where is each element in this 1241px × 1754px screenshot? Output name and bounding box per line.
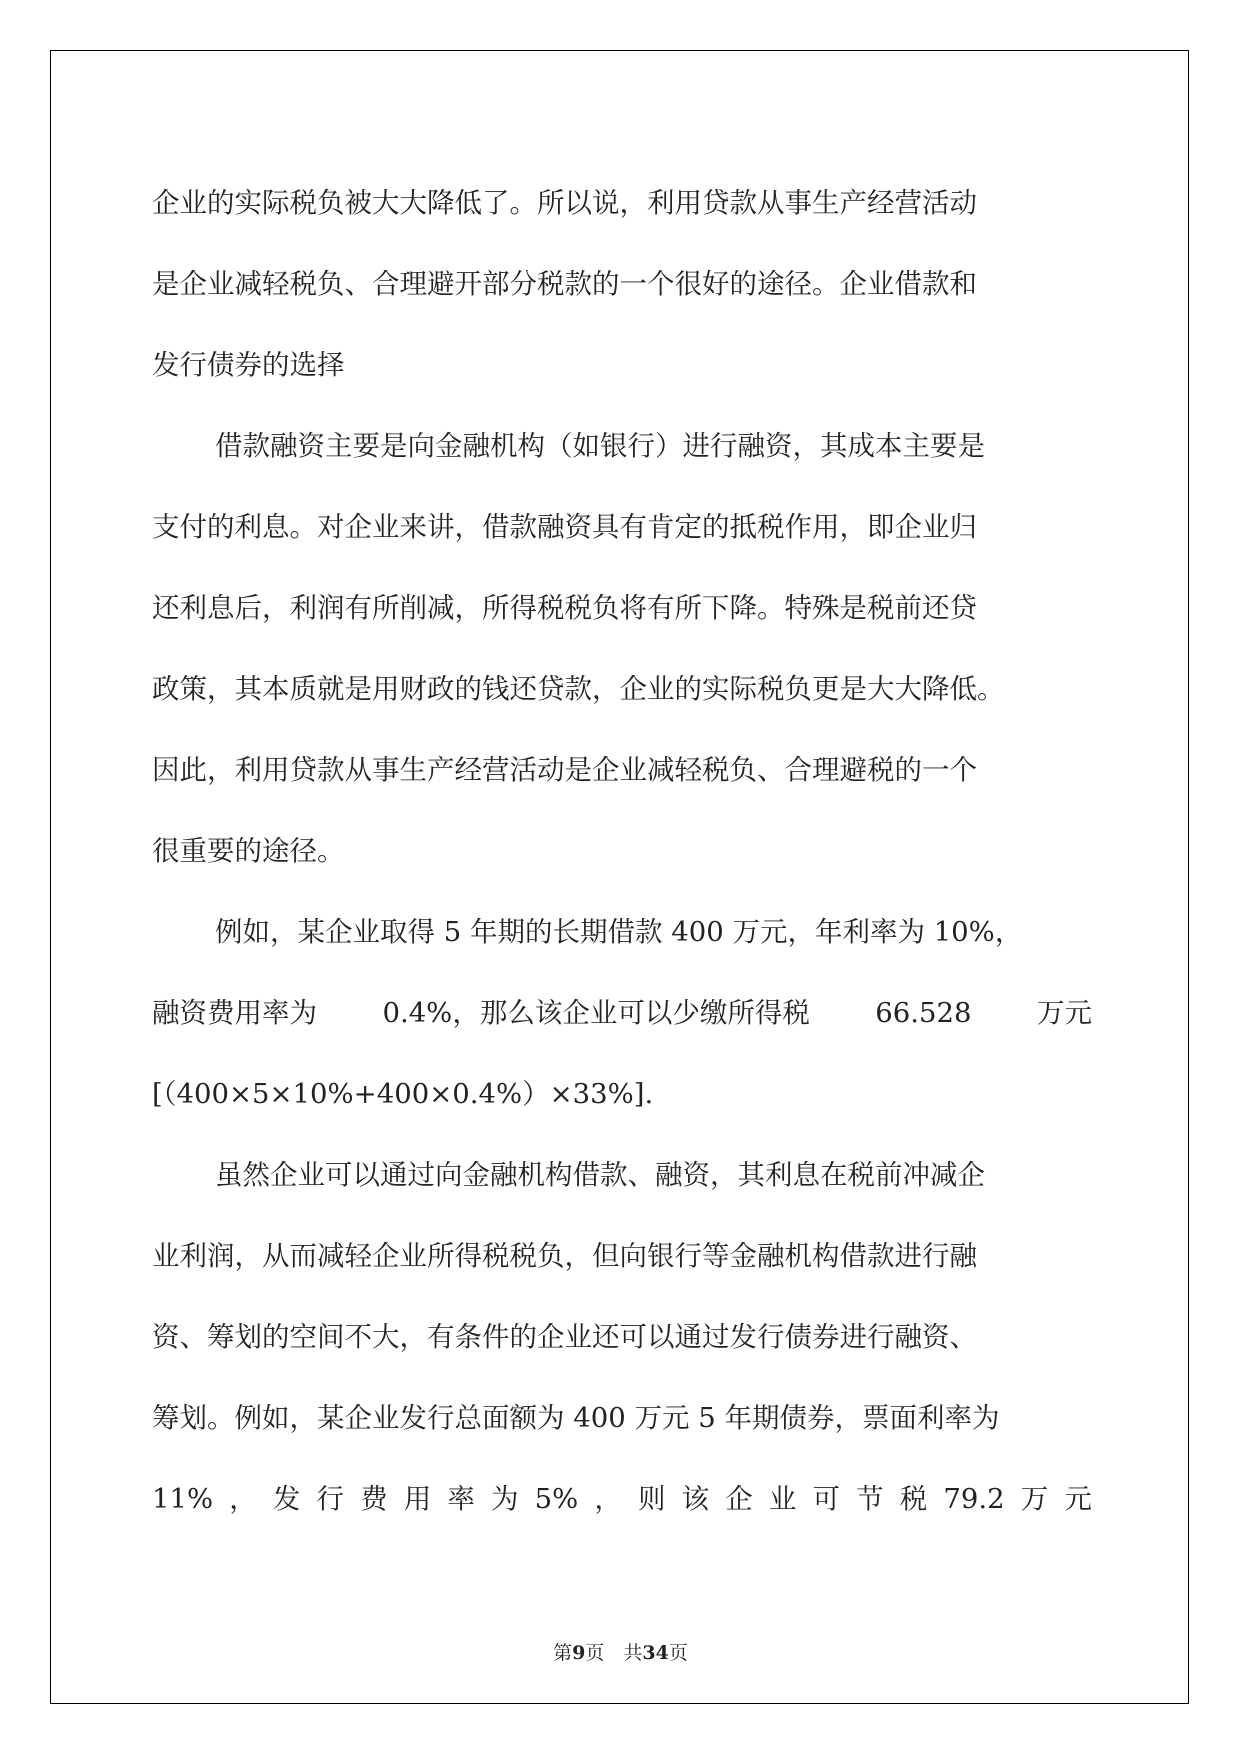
text-token: 则: [638, 1483, 666, 1515]
text-token: 0.4%，那么该企业可以少缴所得税: [382, 997, 810, 1029]
text-token: 该: [681, 1483, 710, 1515]
text-token: 业: [768, 1483, 797, 1515]
text-token: 66.528: [875, 997, 972, 1029]
text-token: ，: [594, 1483, 622, 1515]
text-line: 还利息后，利润有所削减，所得税税负将有所下降。特殊是税前还贷: [152, 592, 977, 624]
text-token: 率: [447, 1483, 475, 1515]
text-line: 例如，某企业取得 5 年期的长期借款 400 万元，年利率为 10%，: [215, 916, 1023, 948]
text-token: 可: [812, 1483, 841, 1515]
text-line: [152, 973, 1092, 1054]
footer-middle: 页 共: [585, 1642, 643, 1664]
text-token: 税: [899, 1483, 928, 1515]
text-token: 5%: [534, 1483, 579, 1515]
text-line: 支付的利息。对企业来讲，借款融资具有肯定的抵税作用，即企业归: [152, 511, 977, 543]
text-line: 业利润，从而减轻企业所得税税负，但向银行等金融机构借款进行融: [152, 1240, 977, 1272]
page-footer: [0, 1638, 1241, 1665]
text-token: 发: [272, 1483, 301, 1515]
text-token: 行: [316, 1483, 344, 1515]
text-line: 资、筹划的空间不大，有条件的企业还可以通过发行债券进行融资、: [152, 1321, 977, 1353]
text-token: 万: [1020, 1483, 1049, 1515]
text-line: [152, 1459, 1092, 1540]
text-line: 是企业减轻税负、合理避开部分税款的一个很好的途径。企业借款和: [152, 268, 977, 300]
text-line: 政策，其本质就是用财政的钱还贷款，企业的实际税负更是大大降低。: [152, 673, 1005, 705]
text-token: 节: [856, 1483, 884, 1515]
text-token: ，: [229, 1483, 257, 1515]
text-line: 虽然企业可以通过向金融机构借款、融资，其利息在税前冲减企: [215, 1159, 985, 1191]
page-number: 9: [572, 1642, 586, 1664]
text-token: 费: [360, 1483, 388, 1515]
text-token: 11%: [152, 1483, 214, 1515]
text-token: 万元: [1036, 997, 1092, 1029]
text-token: 为: [491, 1483, 519, 1515]
document-body: [152, 163, 1092, 1540]
text-line: 发行债券的选择: [152, 349, 345, 381]
text-token: 79.2: [943, 1483, 1005, 1515]
footer-prefix: 第: [553, 1642, 573, 1664]
text-line: 企业的实际税负被大大降低了。所以说，利用贷款从事生产经营活动: [152, 187, 977, 219]
text-token: 企: [725, 1483, 753, 1515]
text-line: 筹划。例如，某企业发行总面额为 400 万元 5 年期债券，票面利率为: [152, 1402, 1000, 1434]
footer-suffix: 页: [668, 1642, 688, 1664]
text-line: [（400×5×10%+400×0.4%）×33%].: [152, 1078, 654, 1110]
text-token: 用: [403, 1483, 432, 1515]
text-token: 元: [1064, 1483, 1092, 1515]
text-line: 很重要的途径。: [152, 835, 345, 867]
text-line: 因此，利用贷款从事生产经营活动是企业减轻税负、合理避税的一个: [152, 754, 977, 786]
page-total: 34: [642, 1642, 669, 1664]
text-token: 融资费用率为: [152, 997, 317, 1029]
text-line: 借款融资主要是向金融机构（如银行）进行融资，其成本主要是: [215, 430, 985, 462]
